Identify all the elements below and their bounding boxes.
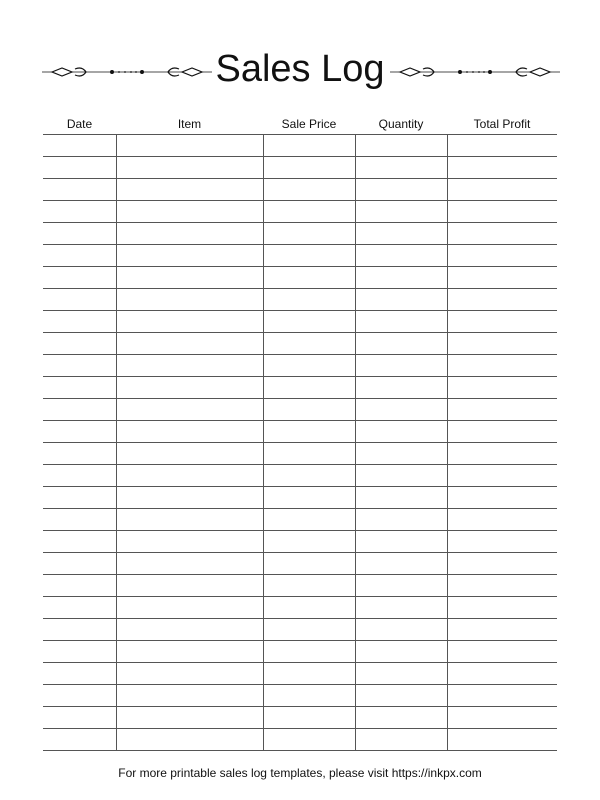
cell-total-profit[interactable] (447, 135, 557, 157)
cell-sale-price[interactable] (263, 267, 355, 289)
table-row (43, 597, 557, 619)
cell-date[interactable] (43, 399, 116, 421)
table-row (43, 289, 557, 311)
cell-sale-price[interactable] (263, 289, 355, 311)
cell-date[interactable] (43, 509, 116, 531)
cell-quantity[interactable] (355, 641, 447, 663)
cell-total-profit[interactable] (447, 707, 557, 729)
cell-sale-price[interactable] (263, 157, 355, 179)
cell-date[interactable] (43, 465, 116, 487)
cell-item[interactable] (116, 157, 263, 179)
cell-total-profit[interactable] (447, 267, 557, 289)
cell-quantity[interactable] (355, 377, 447, 399)
table-row (43, 663, 557, 685)
cell-date[interactable] (43, 443, 116, 465)
cell-total-profit[interactable] (447, 201, 557, 223)
cell-item[interactable] (116, 619, 263, 641)
cell-item[interactable] (116, 311, 263, 333)
cell-date[interactable] (43, 289, 116, 311)
cell-sale-price[interactable] (263, 311, 355, 333)
cell-sale-price[interactable] (263, 641, 355, 663)
cell-item[interactable] (116, 399, 263, 421)
cell-date[interactable] (43, 707, 116, 729)
cell-sale-price[interactable] (263, 245, 355, 267)
cell-total-profit[interactable] (447, 245, 557, 267)
cell-date[interactable] (43, 729, 116, 751)
table-row (43, 685, 557, 707)
cell-date[interactable] (43, 421, 116, 443)
cell-item[interactable] (116, 553, 263, 575)
cell-item[interactable] (116, 289, 263, 311)
cell-item[interactable] (116, 509, 263, 531)
table-row (43, 421, 557, 443)
table-row (43, 355, 557, 377)
cell-quantity[interactable] (355, 531, 447, 553)
cell-sale-price[interactable] (263, 179, 355, 201)
cell-total-profit[interactable] (447, 289, 557, 311)
table-row (43, 333, 557, 355)
cell-date[interactable] (43, 619, 116, 641)
ornament-right-icon (390, 62, 560, 82)
cell-sale-price[interactable] (263, 707, 355, 729)
cell-item[interactable] (116, 641, 263, 663)
cell-quantity[interactable] (355, 355, 447, 377)
cell-item[interactable] (116, 201, 263, 223)
cell-item[interactable] (116, 421, 263, 443)
cell-sale-price[interactable] (263, 729, 355, 751)
cell-sale-price[interactable] (263, 597, 355, 619)
cell-sale-price[interactable] (263, 553, 355, 575)
cell-sale-price[interactable] (263, 685, 355, 707)
cell-item[interactable] (116, 531, 263, 553)
cell-sale-price[interactable] (263, 465, 355, 487)
cell-item[interactable] (116, 465, 263, 487)
cell-item[interactable] (116, 597, 263, 619)
table-row (43, 135, 557, 157)
cell-date[interactable] (43, 223, 116, 245)
cell-sale-price[interactable] (263, 575, 355, 597)
cell-date[interactable] (43, 201, 116, 223)
cell-sale-price[interactable] (263, 421, 355, 443)
cell-total-profit[interactable] (447, 641, 557, 663)
cell-date[interactable] (43, 377, 116, 399)
cell-quantity[interactable] (355, 465, 447, 487)
table-row (43, 509, 557, 531)
table-row (43, 267, 557, 289)
cell-item[interactable] (116, 707, 263, 729)
header-item: Item (116, 114, 263, 135)
cell-quantity[interactable] (355, 619, 447, 641)
table-row (43, 399, 557, 421)
table-row (43, 729, 557, 751)
table-row (43, 377, 557, 399)
cell-total-profit[interactable] (447, 421, 557, 443)
header-sale-price: Sale Price (263, 114, 355, 135)
cell-total-profit[interactable] (447, 597, 557, 619)
cell-date[interactable] (43, 179, 116, 201)
cell-date[interactable] (43, 267, 116, 289)
cell-quantity[interactable] (355, 267, 447, 289)
cell-quantity[interactable] (355, 487, 447, 509)
cell-date[interactable] (43, 135, 116, 157)
cell-sale-price[interactable] (263, 355, 355, 377)
cell-date[interactable] (43, 157, 116, 179)
cell-sale-price[interactable] (263, 201, 355, 223)
cell-date[interactable] (43, 663, 116, 685)
table-row (43, 487, 557, 509)
cell-total-profit[interactable] (447, 531, 557, 553)
cell-item[interactable] (116, 245, 263, 267)
cell-date[interactable] (43, 311, 116, 333)
cell-quantity[interactable] (355, 311, 447, 333)
cell-quantity[interactable] (355, 421, 447, 443)
cell-sale-price[interactable] (263, 619, 355, 641)
cell-date[interactable] (43, 487, 116, 509)
table-row (43, 575, 557, 597)
cell-quantity[interactable] (355, 399, 447, 421)
table-row (43, 619, 557, 641)
cell-sale-price[interactable] (263, 443, 355, 465)
cell-item[interactable] (116, 333, 263, 355)
cell-date[interactable] (43, 685, 116, 707)
cell-quantity[interactable] (355, 729, 447, 751)
header-date: Date (43, 114, 116, 135)
cell-total-profit[interactable] (447, 311, 557, 333)
cell-total-profit[interactable] (447, 355, 557, 377)
cell-total-profit[interactable] (447, 685, 557, 707)
header-total-profit: Total Profit (447, 114, 557, 135)
cell-quantity[interactable] (355, 333, 447, 355)
table-row (43, 157, 557, 179)
cell-quantity[interactable] (355, 707, 447, 729)
cell-item[interactable] (116, 443, 263, 465)
cell-total-profit[interactable] (447, 619, 557, 641)
cell-quantity[interactable] (355, 289, 447, 311)
cell-item[interactable] (116, 267, 263, 289)
cell-quantity[interactable] (355, 663, 447, 685)
cell-date[interactable] (43, 333, 116, 355)
cell-quantity[interactable] (355, 685, 447, 707)
cell-quantity[interactable] (355, 179, 447, 201)
cell-date[interactable] (43, 597, 116, 619)
table-row (43, 465, 557, 487)
cell-sale-price[interactable] (263, 377, 355, 399)
table-row (43, 223, 557, 245)
cell-quantity[interactable] (355, 597, 447, 619)
cell-total-profit[interactable] (447, 553, 557, 575)
header-quantity: Quantity (355, 114, 447, 135)
cell-quantity[interactable] (355, 223, 447, 245)
table-row (43, 707, 557, 729)
cell-item[interactable] (116, 663, 263, 685)
cell-total-profit[interactable] (447, 399, 557, 421)
cell-item[interactable] (116, 487, 263, 509)
cell-quantity[interactable] (355, 443, 447, 465)
table-row (43, 311, 557, 333)
table-row (43, 641, 557, 663)
cell-quantity[interactable] (355, 245, 447, 267)
cell-total-profit[interactable] (447, 465, 557, 487)
page-title: Sales Log (215, 48, 385, 90)
table-row (43, 531, 557, 553)
cell-date[interactable] (43, 245, 116, 267)
table-row (43, 245, 557, 267)
cell-item[interactable] (116, 377, 263, 399)
cell-sale-price[interactable] (263, 223, 355, 245)
cell-quantity[interactable] (355, 157, 447, 179)
cell-item[interactable] (116, 135, 263, 157)
cell-quantity[interactable] (355, 201, 447, 223)
cell-total-profit[interactable] (447, 223, 557, 245)
cell-date[interactable] (43, 575, 116, 597)
cell-quantity[interactable] (355, 575, 447, 597)
table-row (43, 179, 557, 201)
sales-log-table (43, 114, 557, 751)
cell-date[interactable] (43, 553, 116, 575)
cell-item[interactable] (116, 223, 263, 245)
cell-quantity[interactable] (355, 553, 447, 575)
cell-total-profit[interactable] (447, 377, 557, 399)
cell-date[interactable] (43, 531, 116, 553)
cell-item[interactable] (116, 729, 263, 751)
cell-date[interactable] (43, 355, 116, 377)
cell-sale-price[interactable] (263, 333, 355, 355)
cell-sale-price[interactable] (263, 135, 355, 157)
cell-total-profit[interactable] (447, 663, 557, 685)
cell-sale-price[interactable] (263, 531, 355, 553)
table-header-row (43, 114, 557, 135)
cell-date[interactable] (43, 641, 116, 663)
cell-total-profit[interactable] (447, 157, 557, 179)
cell-total-profit[interactable] (447, 729, 557, 751)
table-row (43, 201, 557, 223)
footer-note: For more printable sales log templates, please visit https://inkpx.com (118, 766, 482, 780)
cell-item[interactable] (116, 685, 263, 707)
cell-sale-price[interactable] (263, 509, 355, 531)
cell-total-profit[interactable] (447, 333, 557, 355)
cell-total-profit[interactable] (447, 179, 557, 201)
cell-sale-price[interactable] (263, 399, 355, 421)
cell-total-profit[interactable] (447, 509, 557, 531)
cell-sale-price[interactable] (263, 487, 355, 509)
cell-item[interactable] (116, 575, 263, 597)
cell-sale-price[interactable] (263, 663, 355, 685)
cell-quantity[interactable] (355, 135, 447, 157)
cell-total-profit[interactable] (447, 575, 557, 597)
cell-item[interactable] (116, 179, 263, 201)
cell-total-profit[interactable] (447, 443, 557, 465)
table-row (43, 553, 557, 575)
cell-total-profit[interactable] (447, 487, 557, 509)
cell-quantity[interactable] (355, 509, 447, 531)
cell-item[interactable] (116, 355, 263, 377)
table-row (43, 443, 557, 465)
